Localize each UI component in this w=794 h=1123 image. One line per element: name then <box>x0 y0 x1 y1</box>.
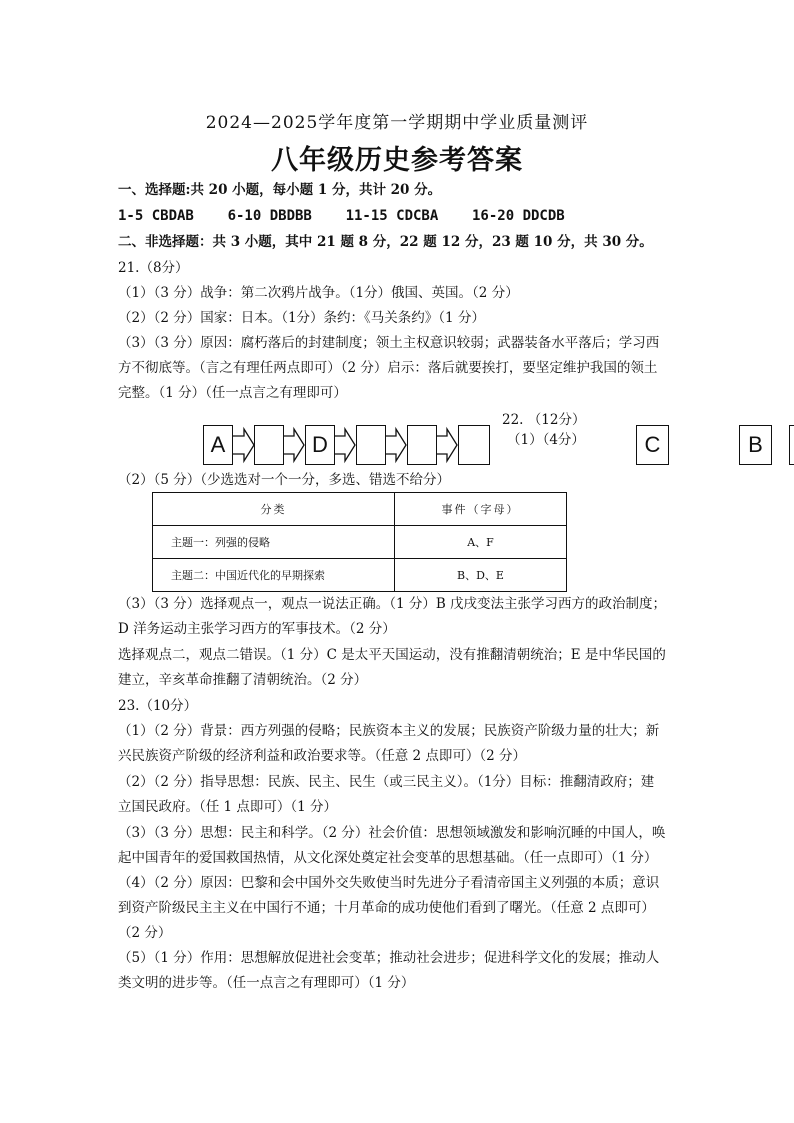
section-1-heading: 一、选择题:共 20 小题，每小题 1 分，共计 20 分。 <box>118 182 442 198</box>
q21-part3-line1: （3）（3 分）原因：腐朽落后的封建制度；领土主权意识较弱；武器装备水平落后；学习西 <box>118 335 660 351</box>
q22-part1-label: （1）（4分） <box>507 432 585 448</box>
q21-part3-line2: 方不彻底等。（言之有理任两点即可）（2 分）启示：落后就要挨打，要坚定维护我国的领土 <box>118 360 658 376</box>
table-cell-events: A、F <box>395 526 567 559</box>
q22-part3-line3: 选择观点二，观点二错误。（1 分）C 是太平天国运动，没有推翻清朝统治；E 是中华民国的 <box>118 647 666 663</box>
chain-box-1: A <box>203 425 233 465</box>
arrow-1 <box>232 429 254 461</box>
section-2-heading: 二、非选择题：共 3 小题，其中 21 题 8 分，22 题 12 分，23 题 10 分，共 30 分。 <box>118 234 653 250</box>
q23-part4-line2: 到资产阶级民主主义在中国行不通；十月革命的成功使他们看到了曙光。（任意 2 点即可） <box>118 900 655 916</box>
document-subtitle: 八年级历史参考答案 <box>271 145 523 176</box>
table-cell-category: 主题一：列强的侵略 <box>153 526 395 559</box>
q22-part2: （2）（5 分）（少选选对一个一分，多选、错选不给分） <box>118 472 450 488</box>
arrow-3 <box>334 429 355 461</box>
table-header-row <box>153 493 567 526</box>
q23-part5-line1: （5）（1 分）作用：思想解放促进社会变革；推动社会进步；促进科学文化的发展；推动人 <box>118 950 660 966</box>
chain-box-4 <box>356 425 386 465</box>
answer-box-partial <box>789 425 794 465</box>
q23-part1-line2: 兴民族资产阶级的经济利益和政治要求等。（任意 2 点即可）（2 分） <box>118 748 527 764</box>
q23-part3-line1: （3）（3 分）思想：民主和科学。（2 分）社会价值：思想领域激发和影响沉睡的中国人，唤 <box>118 825 666 841</box>
q23-part1-line1: （1）（2 分）背景：西方列强的侵略；民族资本主义的发展；民族资产阶级力量的壮大；新 <box>118 723 660 739</box>
q22-part3-line2: D 洋务运动主张学习西方的军事技术。（2 分） <box>118 621 396 637</box>
q22-heading: 22. （12分） <box>502 412 586 428</box>
document-title: 2024—2025学年度第一学期期中学业质量测评 <box>205 113 589 133</box>
choice-answers: 1-5 CBDAB 6-10 DBDBB 11-15 CDCBA 16-20 DDCDB <box>118 208 565 224</box>
arrow-4 <box>385 429 406 461</box>
table-cell-category: 主题二：中国近代化的早期探索 <box>153 559 395 592</box>
q23-heading: 23.（10分） <box>118 698 198 714</box>
answer-box-b: B <box>739 425 772 465</box>
q23-part3-line2: 起中国青年的爱国救国热情，从文化深处奠定社会变革的思想基础。（任一点即可）（1 分） <box>118 850 658 866</box>
q23-part4-line1: （4）（2 分）原因：巴黎和会中国外交失败使当时先进分子看清帝国主义列强的本质；意识 <box>118 875 660 891</box>
chain-box-3: D <box>305 425 335 465</box>
table-header-category: 分类 <box>153 493 395 526</box>
q23-part2-line2: 立国民政府。（任 1 点即可）（1 分） <box>118 799 338 815</box>
q21-part3-line3: 完整。（1 分）（任一点言之有理即可） <box>118 385 347 401</box>
chain-box-2 <box>254 425 284 465</box>
chain-box-5 <box>407 425 437 465</box>
q23-part2-line1: （2）（2 分）指导思想：民族、民主、民生（或三民主义）。（1分）目标：推翻清政府；建 <box>118 774 655 790</box>
q23-part4-line3: （2 分） <box>118 925 172 941</box>
arrow-2 <box>283 429 304 461</box>
classification-table <box>152 492 567 592</box>
q22-part3-line1: （3）（3 分）选择观点一，观点一说法正确。（1 分）B 戊戌变法主张学习西方的政治制度； <box>118 596 667 612</box>
chain-box-6 <box>458 425 490 465</box>
table-row <box>153 559 567 592</box>
arrow-5 <box>436 429 457 461</box>
table-header-events: 事件（字母） <box>395 493 567 526</box>
q21-heading: 21.（8分） <box>118 260 189 276</box>
q23-part5-line2: 类文明的进步等。（任一点言之有理即可）（1 分） <box>118 975 415 991</box>
q21-part1: （1）（3 分）战争：第二次鸦片战争。（1分）俄国、英国。（2 分） <box>118 285 519 301</box>
q22-part3-line4: 建立，辛亥革命推翻了清朝统治。（2 分） <box>118 672 368 688</box>
q21-part2: （2）（2 分）国家：日本。（1分）条约：《马关条约》（1 分） <box>118 310 485 326</box>
answer-box-c: C <box>636 425 669 465</box>
table-cell-events: B、D、E <box>395 559 567 592</box>
table-row <box>153 526 567 559</box>
